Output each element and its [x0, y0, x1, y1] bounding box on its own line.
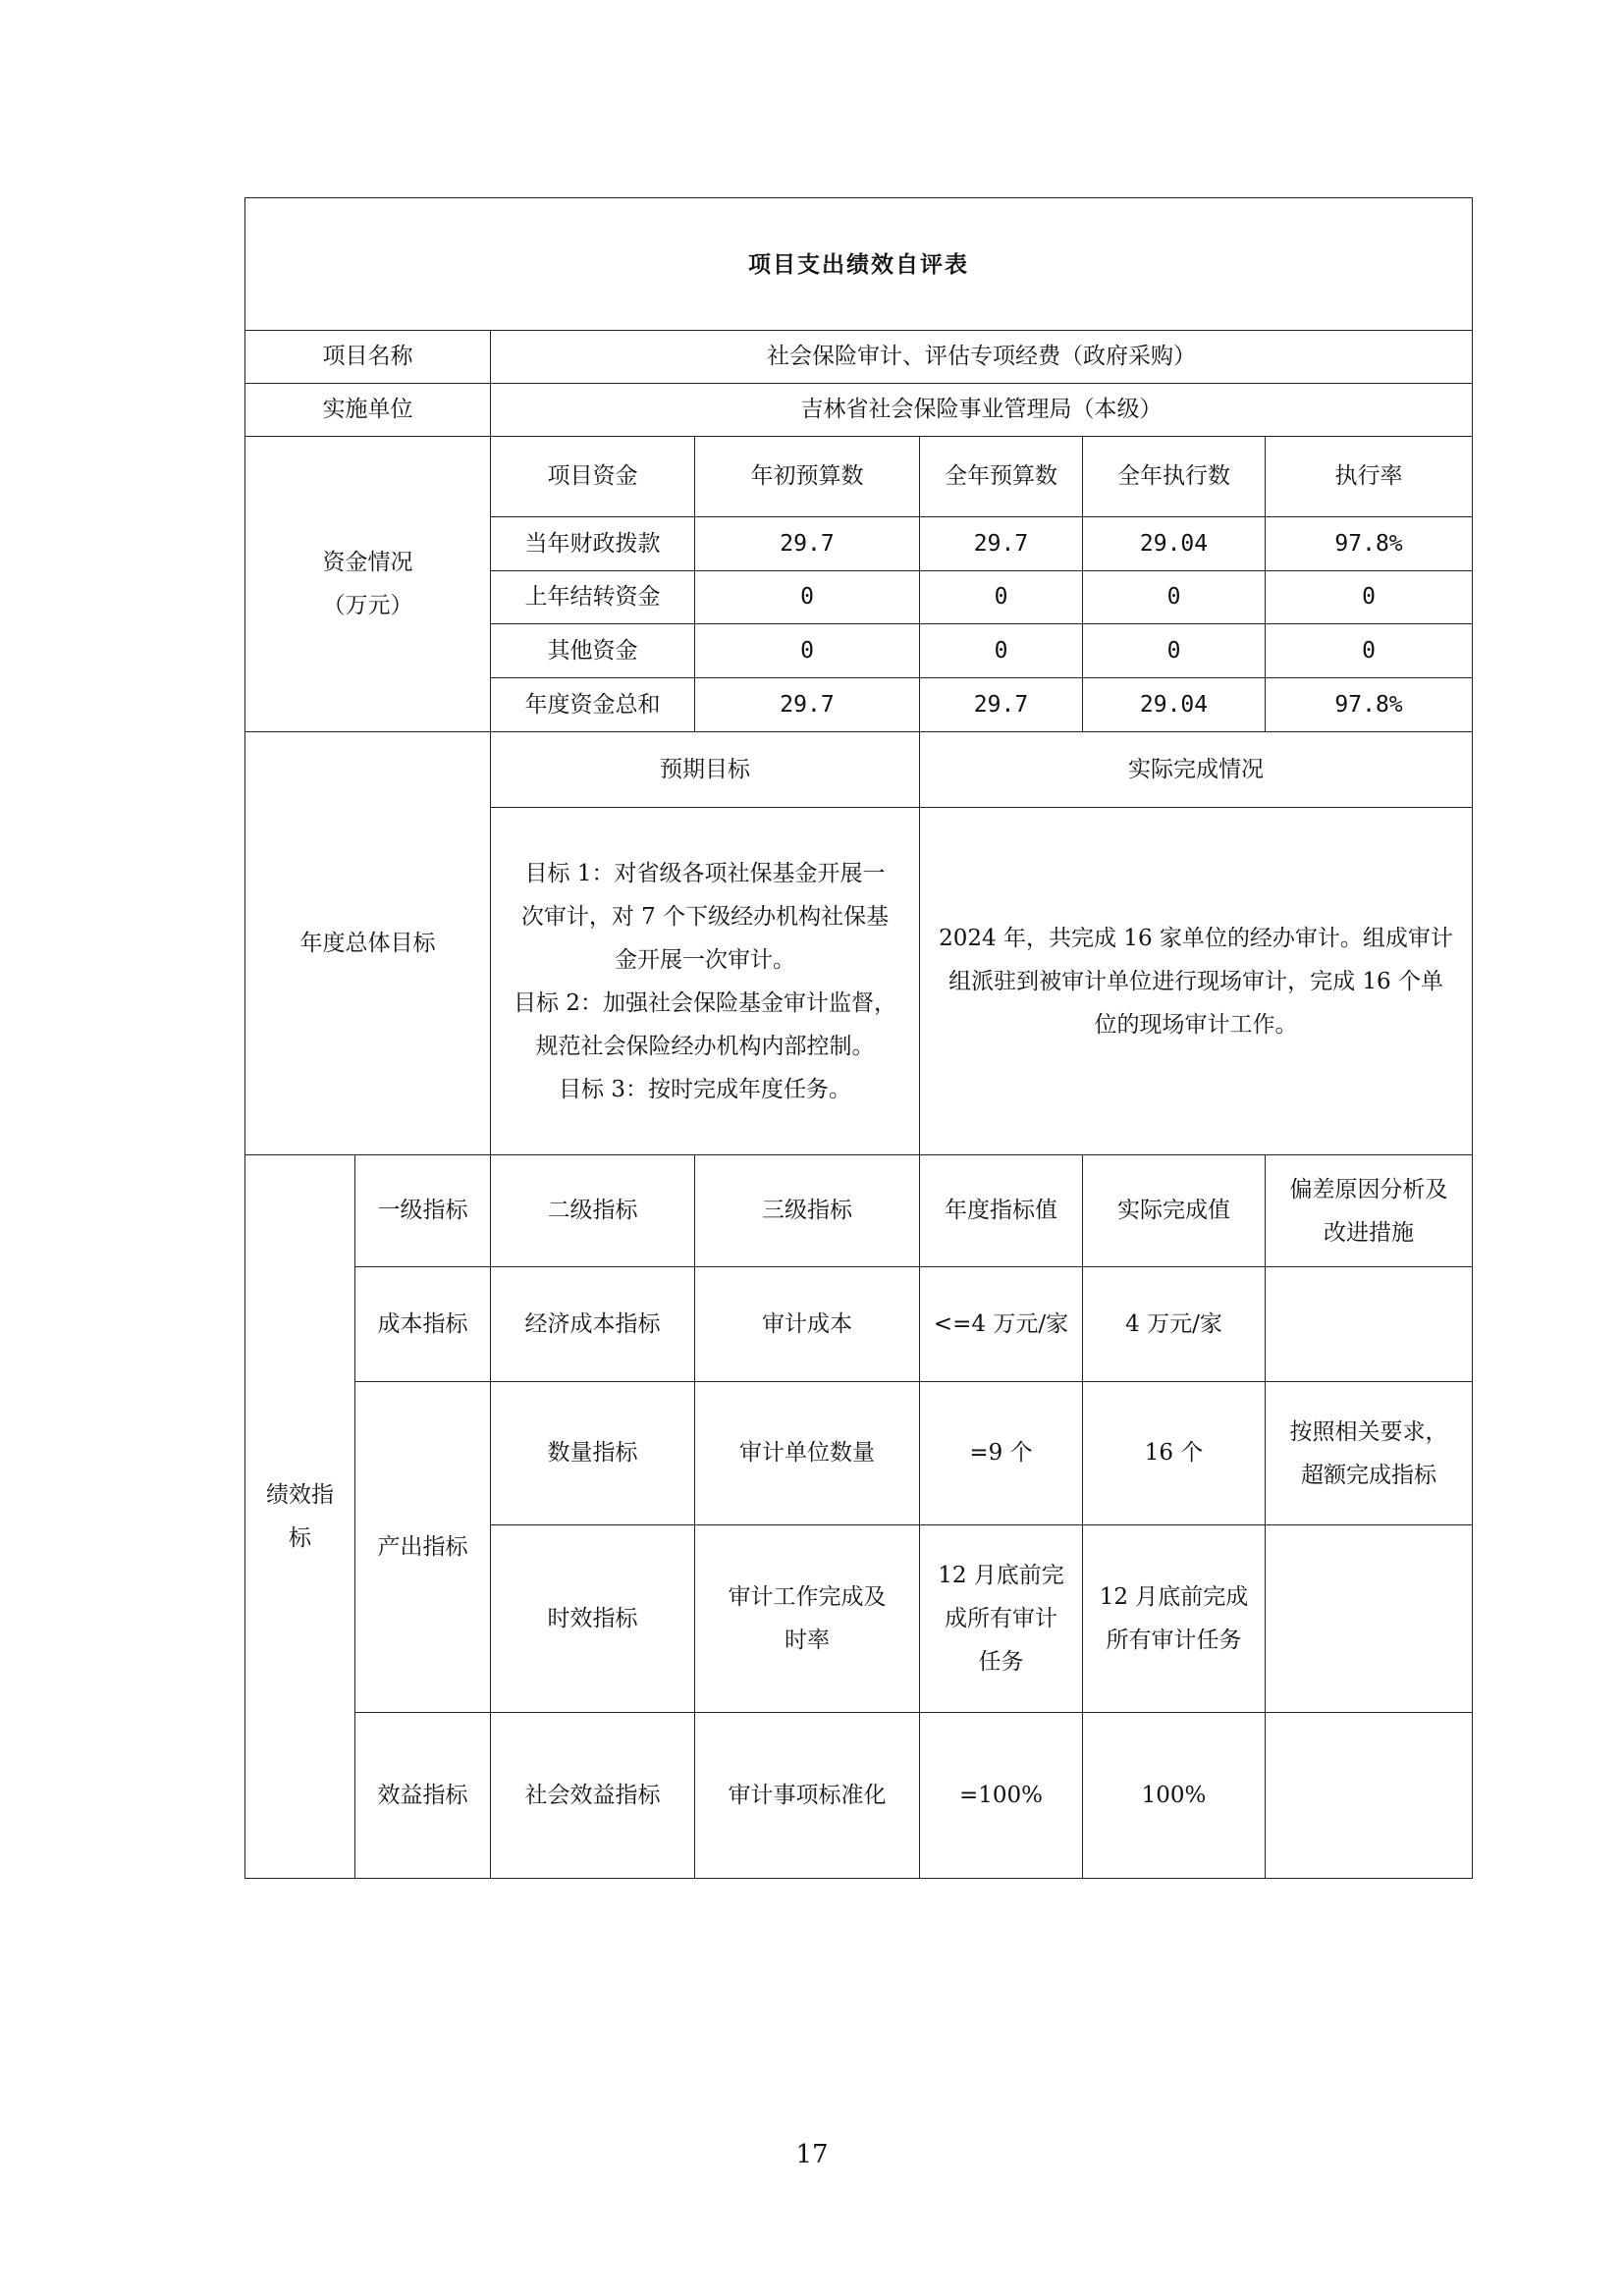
timeliness-target-line1: 12 月底前完: [938, 1563, 1064, 1588]
timeliness-target-line3: 任务: [978, 1649, 1024, 1675]
actual-completion-text: [920, 808, 1473, 1155]
header-deviation: [1266, 1155, 1473, 1267]
timeliness-level3-line2: 时率: [785, 1628, 830, 1653]
project-name-value: 社会保险审计、评估专项经费（政府采购）: [491, 331, 1473, 384]
cost-level3: 审计成本: [695, 1267, 920, 1382]
performance-self-evaluation-table: [244, 197, 1473, 1879]
actual-completion-header: 实际完成情况: [920, 732, 1473, 808]
cost-level1: 成本指标: [355, 1267, 491, 1382]
funds-header-source: 项目资金: [491, 437, 695, 517]
project-name-label: 项目名称: [245, 331, 491, 384]
indicators-label-line2: 标: [289, 1525, 311, 1551]
indicator-row-benefit: [245, 1713, 1473, 1879]
funds-cell-initial-budget: 29.7: [695, 517, 920, 571]
funds-cell-executed: 0: [1083, 571, 1266, 624]
timeliness-actual-line2: 所有审计任务: [1106, 1628, 1242, 1653]
header-deviation-line2: 改进措施: [1324, 1219, 1415, 1246]
quantity-deviation-line2: 超额完成指标: [1301, 1462, 1437, 1488]
funds-cell-execution-rate: 97.8%: [1266, 517, 1473, 571]
benefit-level3: 审计事项标准化: [695, 1713, 920, 1879]
funds-label-line2: （万元）: [322, 593, 413, 618]
implementing-unit-value: 吉林省社会保险事业管理局（本级）: [491, 384, 1473, 437]
output-level1: 产出指标: [355, 1382, 491, 1713]
timeliness-deviation: [1266, 1525, 1473, 1713]
expected-goal-line: 次审计，对 7 个下级经办机构社保基: [520, 903, 890, 930]
funds-cell-name: 其他资金: [491, 624, 695, 678]
timeliness-target: [920, 1525, 1083, 1713]
timeliness-level3: [695, 1525, 920, 1713]
implementing-unit-label: 实施单位: [245, 384, 491, 437]
timeliness-target-line2: 成所有审计: [945, 1606, 1057, 1631]
funds-cell-annual-budget: 29.7: [920, 517, 1083, 571]
header-deviation-line1: 偏差原因分析及: [1289, 1176, 1448, 1202]
cost-target: <=4 万元/家: [920, 1267, 1083, 1382]
quantity-level2: 数量指标: [491, 1382, 695, 1525]
quantity-target: =9 个: [920, 1382, 1083, 1525]
funds-label: [245, 437, 491, 732]
expected-goals-header: 预期目标: [491, 732, 920, 808]
funds-cell-executed: 0: [1083, 624, 1266, 678]
actual-completion-line: 位的现场审计工作。: [1094, 1011, 1298, 1038]
funds-cell-name: 上年结转资金: [491, 571, 695, 624]
funds-cell-annual-budget: 0: [920, 624, 1083, 678]
cost-level2: 经济成本指标: [491, 1267, 695, 1382]
funds-cell-initial-budget: 0: [695, 571, 920, 624]
expected-goal-line: 目标 1：对省级各项社保基金开展一: [524, 860, 886, 886]
benefit-deviation: [1266, 1713, 1473, 1879]
header-level1: 一级指标: [355, 1155, 491, 1267]
funds-cell-execution-rate: 97.8%: [1266, 678, 1473, 732]
expected-goal-line: 目标 3：按时完成年度任务。: [559, 1076, 851, 1102]
timeliness-actual-line1: 12 月底前完成: [1099, 1584, 1249, 1610]
quantity-deviation-line1: 按照相关要求，: [1289, 1418, 1448, 1445]
annual-goals-label: 年度总体目标: [245, 732, 491, 1155]
indicators-label: [245, 1155, 355, 1879]
funds-cell-name: 当年财政拨款: [491, 517, 695, 571]
funds-cell-annual-budget: 0: [920, 571, 1083, 624]
funds-header-executed: 全年执行数: [1083, 437, 1266, 517]
form-title: 项目支出绩效自评表: [245, 198, 1473, 331]
indicator-row-quantity: [245, 1382, 1473, 1525]
timeliness-level3-line1: 审计工作完成及: [728, 1584, 887, 1610]
indicator-row-cost: [245, 1267, 1473, 1382]
funds-cell-annual-budget: 29.7: [920, 678, 1083, 732]
expected-goal-line: 规范社会保险经办机构内部控制。: [535, 1033, 875, 1059]
funds-cell-executed: 29.04: [1083, 678, 1266, 732]
benefit-level1: 效益指标: [355, 1713, 491, 1879]
expected-goal-line: 金开展一次审计。: [615, 946, 795, 973]
cost-actual: 4 万元/家: [1083, 1267, 1266, 1382]
timeliness-actual: [1083, 1525, 1266, 1713]
page-number: 17: [795, 2140, 829, 2169]
funds-cell-initial-budget: 29.7: [695, 678, 920, 732]
header-target: 年度指标值: [920, 1155, 1083, 1267]
funds-header-annual-budget: 全年预算数: [920, 437, 1083, 517]
funds-cell-executed: 29.04: [1083, 517, 1266, 571]
quantity-deviation: [1266, 1382, 1473, 1525]
benefit-target: =100%: [920, 1713, 1083, 1879]
indicators-label-line1: 绩效指: [266, 1482, 334, 1508]
funds-label-line1: 资金情况: [322, 550, 413, 575]
header-level2: 二级指标: [491, 1155, 695, 1267]
cost-deviation: [1266, 1267, 1473, 1382]
funds-cell-name: 年度资金总和: [491, 678, 695, 732]
funds-cell-execution-rate: 0: [1266, 624, 1473, 678]
benefit-actual: 100%: [1083, 1713, 1266, 1879]
funds-cell-execution-rate: 0: [1266, 571, 1473, 624]
header-level3: 三级指标: [695, 1155, 920, 1267]
actual-completion-line: 2024 年，共完成 16 家单位的经办审计。组成审计: [939, 925, 1453, 951]
funds-cell-initial-budget: 0: [695, 624, 920, 678]
quantity-level3: 审计单位数量: [695, 1382, 920, 1525]
header-actual: 实际完成值: [1083, 1155, 1266, 1267]
expected-goal-line: 目标 2：加强社会保险基金审计监督，: [514, 989, 896, 1016]
expected-goals-text: [491, 808, 920, 1155]
quantity-actual: 16 个: [1083, 1382, 1266, 1525]
funds-header-initial-budget: 年初预算数: [695, 437, 920, 517]
benefit-level2: 社会效益指标: [491, 1713, 695, 1879]
actual-completion-line: 组派驻到被审计单位进行现场审计，完成 16 个单: [948, 968, 1443, 994]
funds-header-execution-rate: 执行率: [1266, 437, 1473, 517]
timeliness-level2: 时效指标: [491, 1525, 695, 1713]
